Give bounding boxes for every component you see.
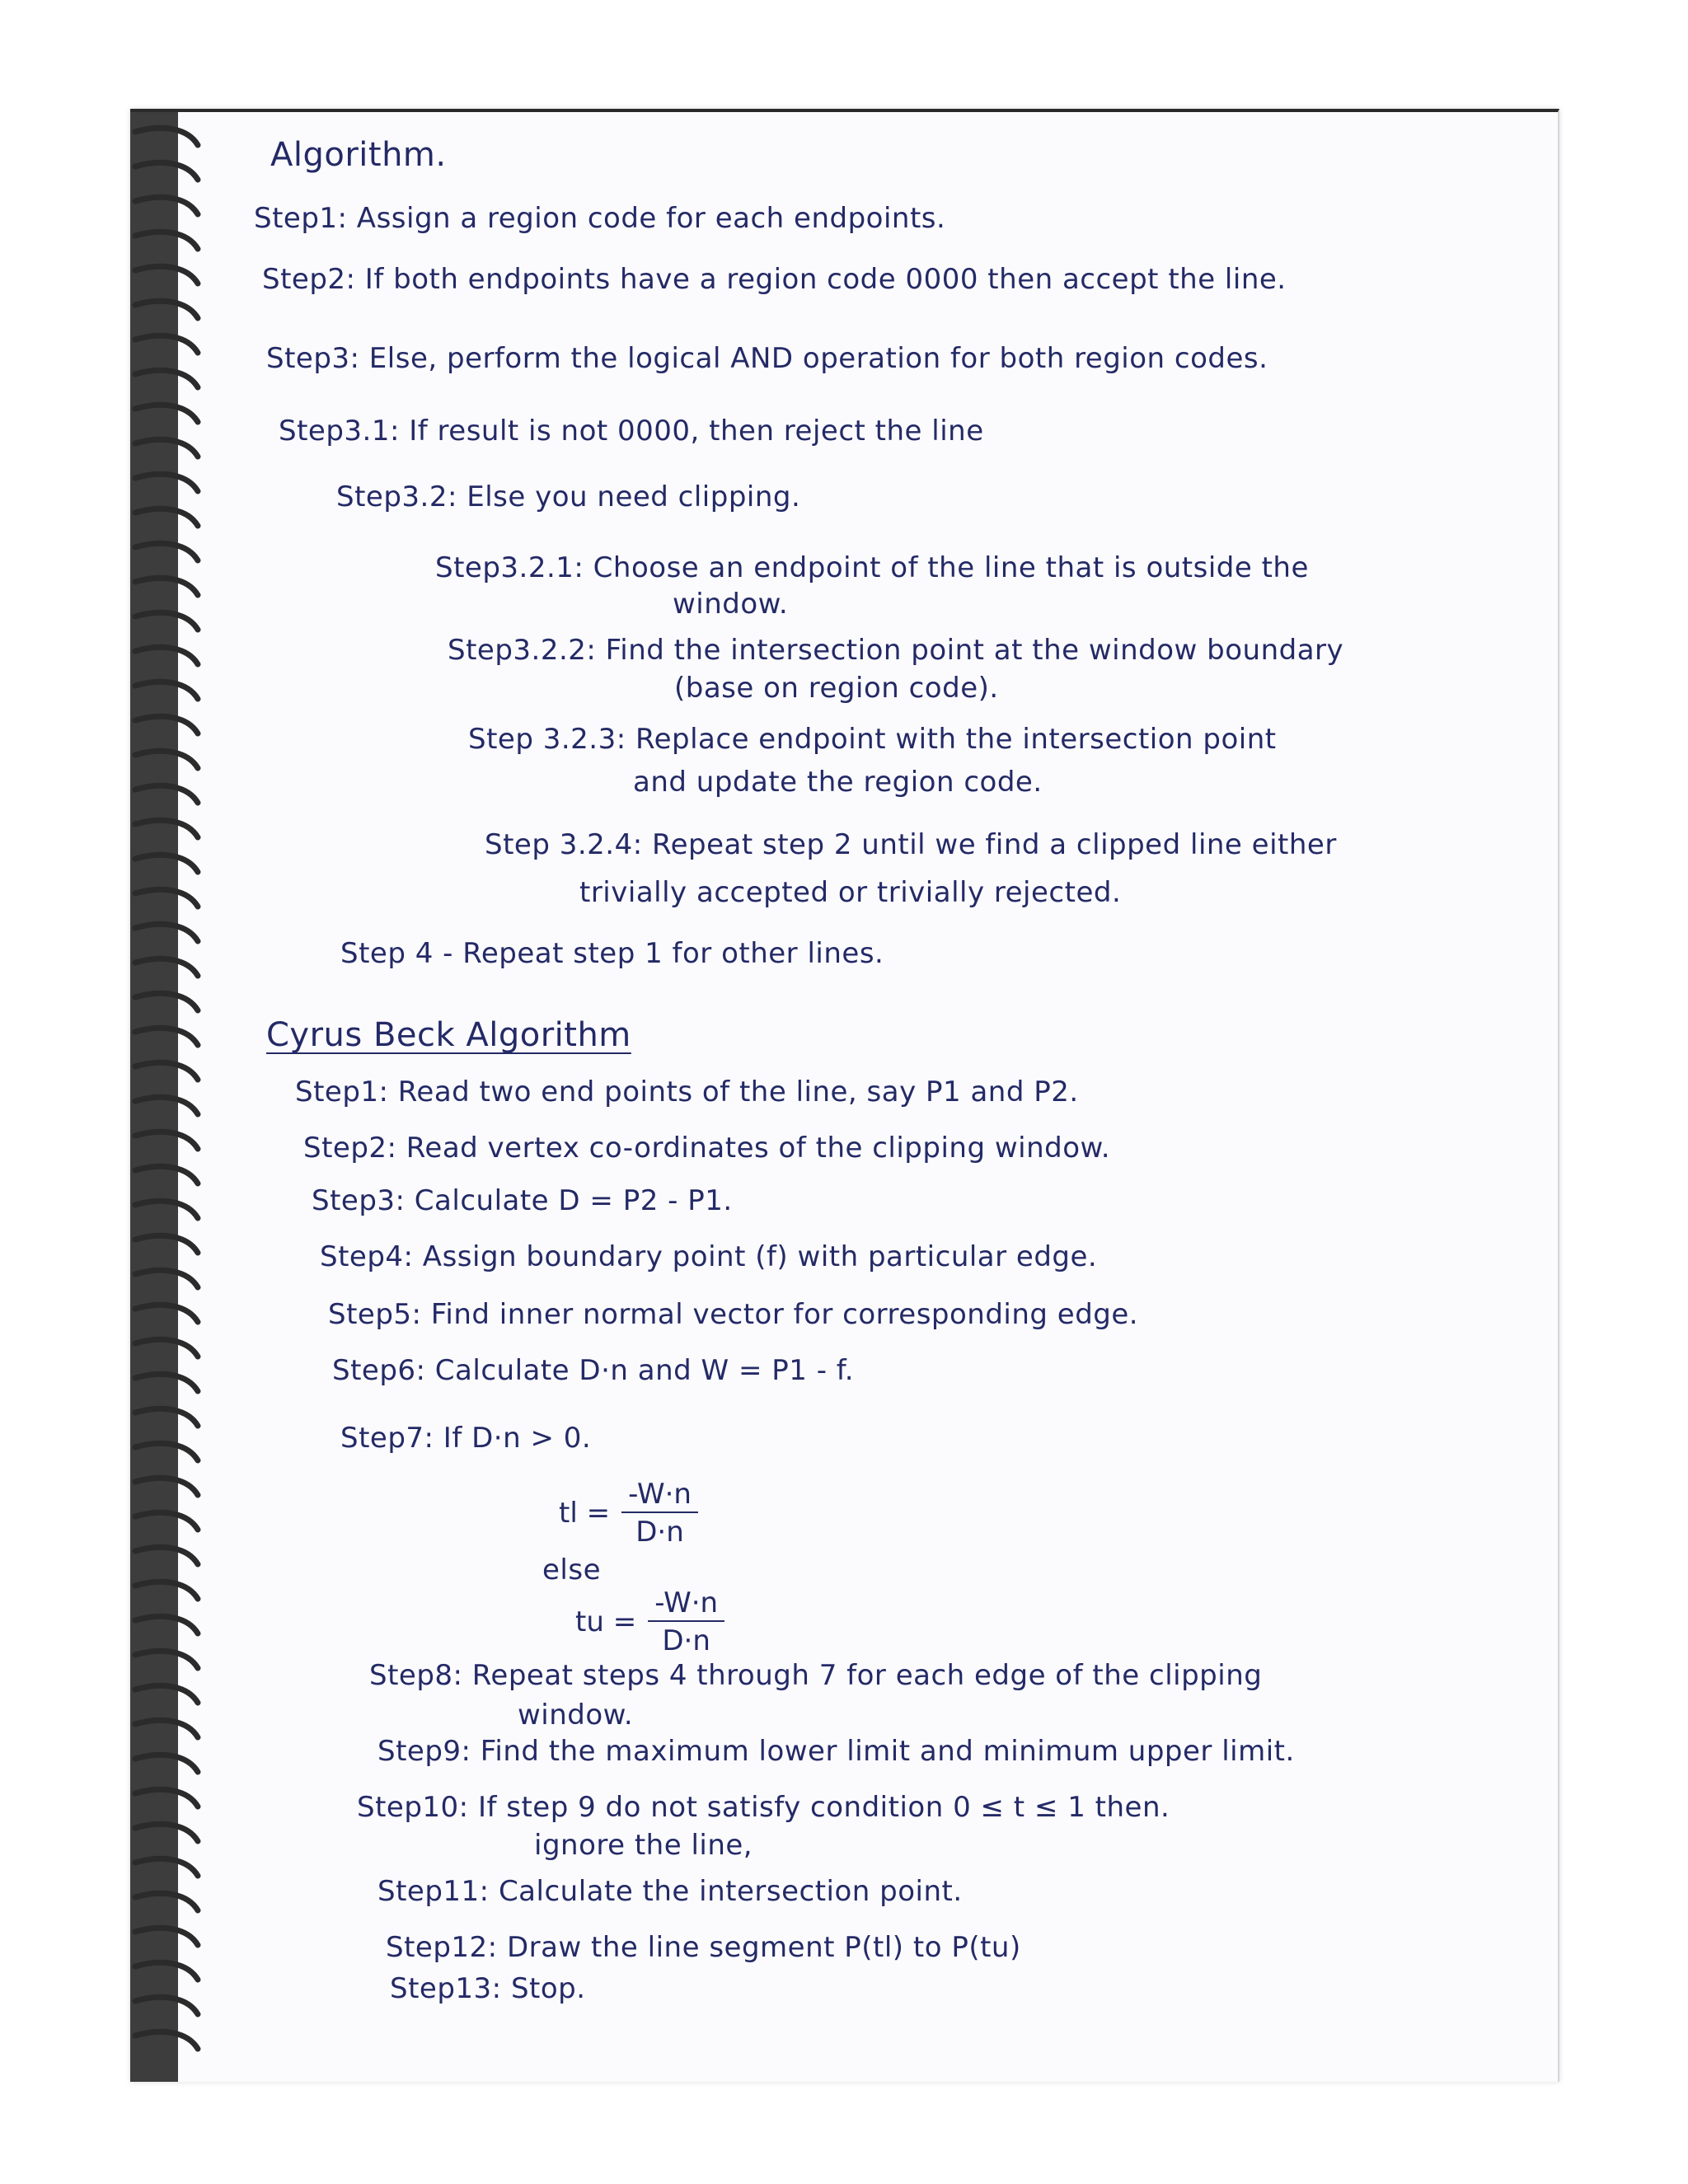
step-line: Step2: Read vertex co-ordinates of the clipping window. [303,1132,1111,1165]
step-line-continued: and update the region code. [633,766,1043,799]
step-line-continued: window. [518,1699,634,1732]
step-line: Step4: Assign boundary point (f) with particular edge. [320,1240,1098,1273]
step-line: Step3.2.1: Choose an endpoint of the line that is outside the [435,551,1309,584]
step-line: Step13: Stop. [390,1972,586,2005]
step-line-continued: trivially accepted or trivially rejected. [579,876,1122,909]
step-line: Step1: Assign a region code for each endpoints. [254,202,946,235]
handwritten-notes [130,112,1558,2082]
step-line: Step9: Find the maximum lower limit and minimum upper limit. [377,1735,1295,1768]
algorithm-heading: Algorithm. [270,136,447,174]
step-line: Step10: If step 9 do not satisfy condition 0 ≤ t ≤ 1 then. [357,1791,1170,1824]
step-line: Step 3.2.3: Replace endpoint with the intersection point [468,723,1277,756]
formula-numerator: -W·n [648,1589,724,1622]
formula-denominator: D·n [635,1516,684,1549]
formula-lhs: tl = [559,1497,611,1530]
formula-numerator: -W·n [621,1480,698,1513]
step-line: Step6: Calculate D·n and W = P1 - f. [332,1354,855,1387]
formula-denominator: D·n [662,1624,710,1657]
step-line: Step12: Draw the line segment P(tl) to P(tu) [386,1931,1021,1964]
step-line: Step11: Calculate the intersection point. [377,1875,963,1908]
step-line: Step 3.2.4: Repeat step 2 until we find a clipped line either [485,828,1337,861]
step-line: Step2: If both endpoints have a region code 0000 then accept the line. [262,263,1287,296]
step-line: Step7: If D·n > 0. [340,1422,592,1455]
step-line: Step3.2.2: Find the intersection point at the window boundary [448,634,1344,667]
else-label: else [542,1554,601,1586]
step-line-continued: ignore the line, [534,1829,753,1862]
step-line: Step3.1: If result is not 0000, then reject the line [279,415,984,448]
step-line: Step8: Repeat steps 4 through 7 for each edge of the clipping [369,1659,1263,1692]
step-line-continued: window. [673,588,789,621]
step-line: Step1: Read two end points of the line, say P1 and P2. [295,1076,1079,1108]
step-line-continued: (base on region code). [674,672,999,705]
formula-t-upper [575,1586,724,1657]
step-line: Step3: Else, perform the logical AND operation for both region codes. [266,342,1268,375]
formula-lhs: tu = [575,1605,637,1638]
notebook-page [130,109,1559,2082]
step-line: Step3.2: Else you need clipping. [336,480,801,513]
cyrus-beck-heading: Cyrus Beck Algorithm [266,1016,631,1054]
step-line: Step3: Calculate D = P2 - P1. [312,1184,733,1217]
formula-t-lower [559,1478,698,1549]
step-line: Step 4 - Repeat step 1 for other lines. [340,937,884,970]
step-line: Step5: Find inner normal vector for corresponding edge. [328,1298,1139,1331]
